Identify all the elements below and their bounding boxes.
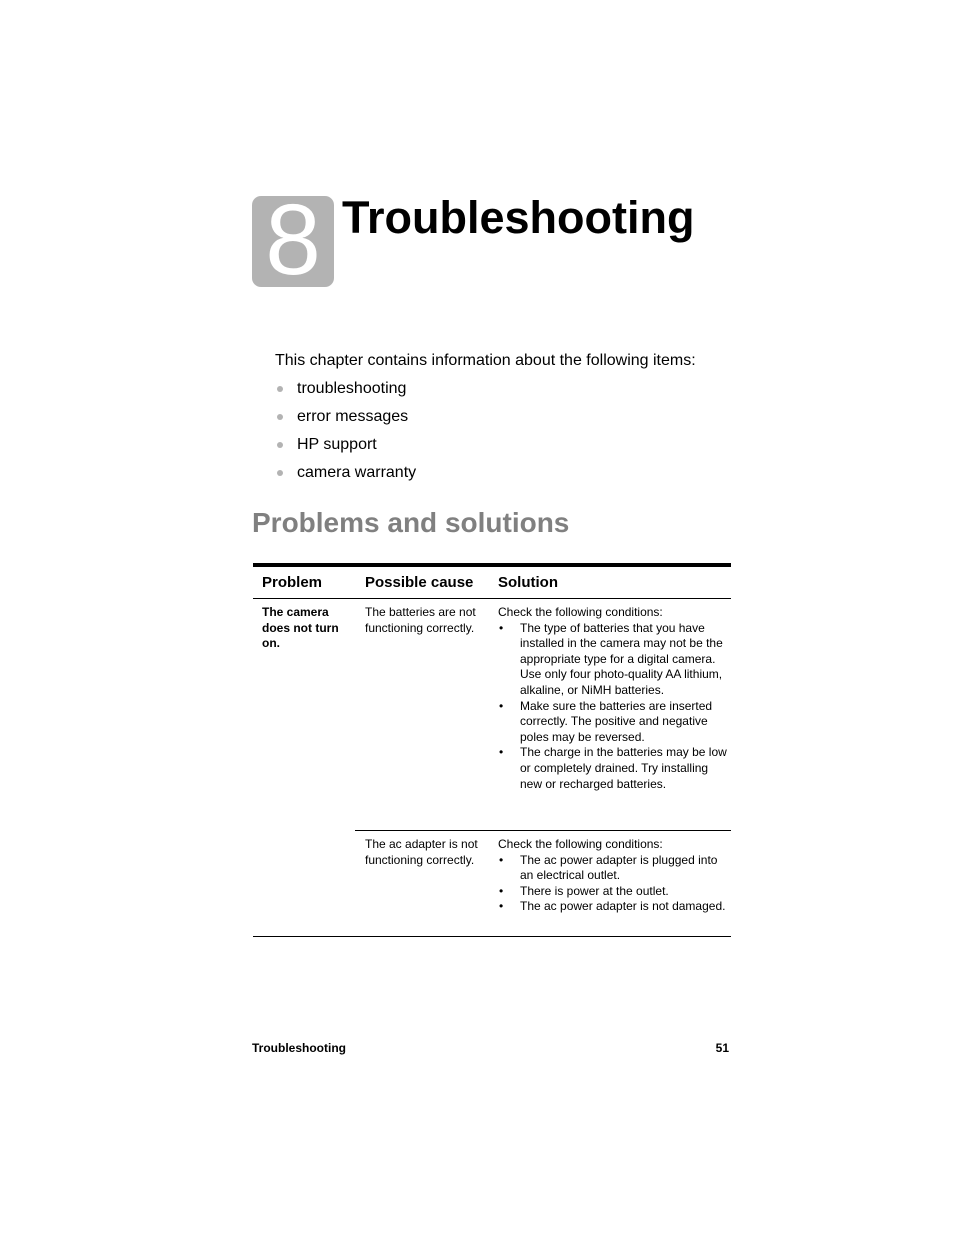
section-title: Problems and solutions <box>252 507 570 538</box>
list-item: error messages <box>275 407 416 435</box>
header-possible-cause: Possible cause <box>365 574 474 591</box>
cause-row <box>355 599 731 831</box>
bullet-icon: • <box>499 745 504 760</box>
problems-table <box>253 563 731 937</box>
solution-list <box>498 853 730 915</box>
page-number: 51 <box>715 1041 729 1055</box>
intro-list <box>275 379 416 491</box>
footer-section-name: Troubleshooting <box>252 1041 346 1055</box>
list-item: • The charge in the batteries may be low or completely drained. Try installing new or recharged batteries. <box>499 745 727 791</box>
bullet-icon: • <box>499 883 504 898</box>
list-item: HP support <box>275 435 416 463</box>
chapter-number-box <box>252 184 334 296</box>
list-item: • The ac power adapter is not damaged. <box>499 899 726 914</box>
list-item: • Make sure the batteries are inserted correctly. The positive and negative poles may be reversed. <box>499 698 713 744</box>
list-item: • There is power at the outlet. <box>499 883 669 898</box>
bullet-dot-icon <box>277 470 283 476</box>
solution-cell <box>498 837 730 915</box>
intro-text: This chapter contains information about the following items: <box>275 352 696 369</box>
list-item: • The ac power adapter is plugged into an electrical outlet. <box>499 852 718 883</box>
cause-row <box>355 831 731 936</box>
table-row <box>253 599 731 937</box>
table-header <box>253 567 731 599</box>
bullet-dot-icon <box>277 414 283 420</box>
chapter-title: Troubleshooting <box>342 192 695 243</box>
bullet-icon: • <box>499 852 504 867</box>
bullet-icon: • <box>499 620 504 635</box>
bullet-dot-icon <box>277 386 283 392</box>
list-item: camera warranty <box>275 463 416 491</box>
list-item: troubleshooting <box>275 379 416 407</box>
bullet-icon: • <box>499 698 504 713</box>
header-solution: Solution <box>498 574 558 591</box>
solution-list <box>498 621 730 793</box>
problem-cell: The camera does not turn on. <box>262 605 339 651</box>
chapter-number: 8 <box>265 184 321 296</box>
solution-cell <box>498 605 730 792</box>
cause-cell: The batteries are not functioning correctly. <box>365 605 476 635</box>
solution-intro: Check the following conditions: <box>498 605 663 619</box>
solution-intro: Check the following conditions: <box>498 837 663 851</box>
bullet-icon: • <box>499 899 504 914</box>
header-problem: Problem <box>262 574 323 591</box>
cause-cell: The ac adapter is not functioning correctly. <box>365 837 478 867</box>
bullet-dot-icon <box>277 442 283 448</box>
list-item: • The type of batteries that you have installed in the camera may not be the appropriate type for a digital camera. Use only four photo-quality AA lithium, alkaline, or NiMH batteries. <box>499 620 723 697</box>
